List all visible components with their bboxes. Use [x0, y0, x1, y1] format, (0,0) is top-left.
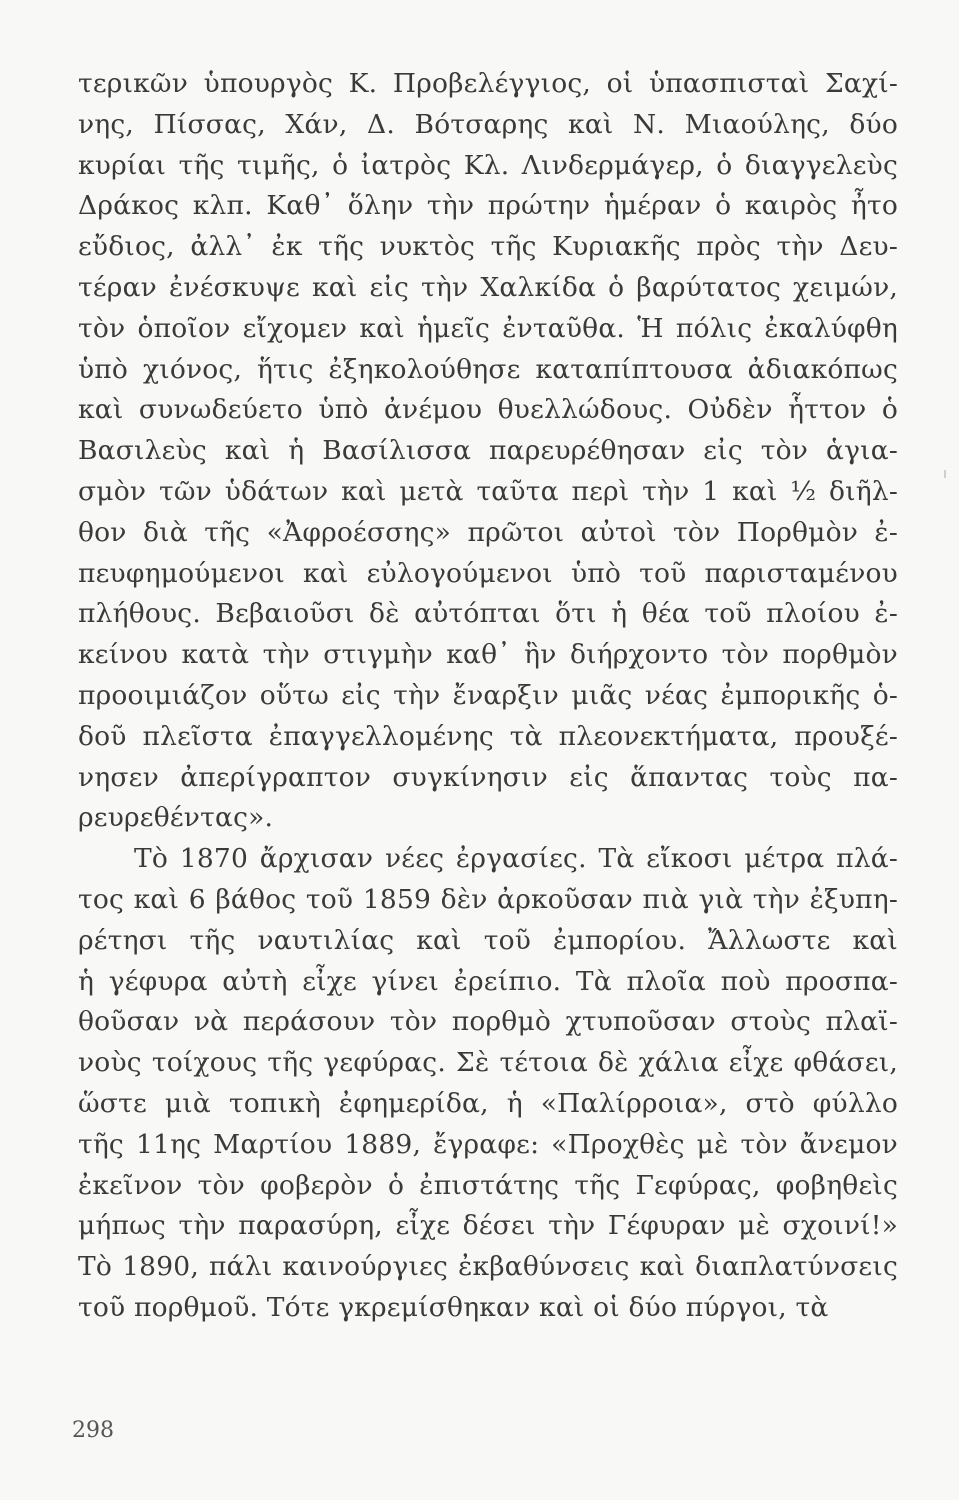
text-line: τερικῶν ὑπουργὸς Κ. Προβελέγγιος, οἱ ὑπασπισταὶ Σαχί- — [78, 68, 898, 99]
text-line: Τὸ 1890, πάλι καινούργιες ἐκβαθύνσεις καὶ διαπλατύνσεις — [78, 1251, 898, 1283]
text-line: ρευρεθέντας». — [78, 802, 274, 834]
text-line: ὑπὸ χιόνος, ἥτις ἐξηκολούθησε καταπίπτουσα ἀδιακόπως — [78, 353, 898, 385]
text-line: πλήθους. Βεβαιοῦσι δὲ αὐτόπται ὅτι ἡ θέα τοῦ πλοίου ἐ- — [78, 598, 898, 630]
text-line: Δράκος κλπ. Καθ᾽ ὅλην τὴν πρώτην ἡμέραν ὁ καιρὸς ἦτο — [78, 190, 898, 222]
text-line: τοῦ πορθμοῦ. Τότε γκρεμίσθηκαν καὶ οἱ δύο πύργοι, τὰ — [78, 1291, 829, 1323]
text-line: θοῦσαν νὰ περάσουν τὸν πορθμὸ χτυποῦσαν στοὺς πλαϊ- — [78, 1006, 898, 1038]
text-line: τέραν ἐνέσκυψε καὶ εἰς τὴν Χαλκίδα ὁ βαρύτατος χειμών, — [78, 271, 898, 303]
text-line: δοῦ πλεῖστα ἐπαγγελλομένης τὰ πλεονεκτήματα, προυξέ- — [78, 720, 898, 752]
text-line: καὶ συνωδεύετο ὑπὸ ἀνέμου θυελλώδους. Οὐδὲν ἧττον ὁ — [78, 394, 898, 426]
text-line: νησεν ἀπερίγραπτον συγκίνησιν εἰς ἅπαντας τοὺς πα- — [78, 761, 898, 793]
margin-mark — [944, 470, 946, 478]
text-line: κυρίαι τῆς τιμῆς, ὁ ἰατρὸς Κλ. Λινδερμάγερ, ὁ διαγγελεὺς — [78, 149, 898, 181]
text-line: νοὺς τοίχους τῆς γεφύρας. Σὲ τέτοια δὲ χάλια εἶχε φθάσει, — [78, 1047, 898, 1079]
text-line: εὔδιος, ἀλλ᾽ ἐκ τῆς νυκτὸς τῆς Κυριακῆς πρὸς τὴν Δευ- — [78, 231, 898, 263]
text-line: ἐκεῖνον τὸν φοβερὸν ὁ ἐπιστάτης τῆς Γεφύρας, φοβηθεὶς — [78, 1169, 898, 1201]
text-line: τος καὶ 6 βάθος τοῦ 1859 δὲν ἀρκοῦσαν πιὰ γιὰ τὴν ἐξυπη- — [78, 883, 898, 915]
text-line: τῆς 11ης Μαρτίου 1889, ἔγραφε: «Προχθὲς μὲ τὸν ἄνεμον — [78, 1128, 898, 1160]
text-line-paragraph-start: Τὸ 1870 ἄρχισαν νέες ἐργασίες. Τὰ εἴκοσι μέτρα πλά- — [134, 843, 898, 875]
text-line: τὸν ὁποῖον εἴχομεν καὶ ἡμεῖς ἐνταῦθα. Ἡ πόλις ἐκαλύφθη — [78, 312, 898, 344]
text-line: μήπως τὴν παρασύρη, εἶχε δέσει τὴν Γέφυραν μὲ σχοινί!» — [78, 1210, 898, 1242]
text-line: ἡ γέφυρα αὐτὴ εἶχε γίνει ἐρείπιο. Τὰ πλοῖα ποὺ προσπα- — [78, 965, 898, 997]
text-line: σμὸν τῶν ὑδάτων καὶ μετὰ ταῦτα περὶ τὴν 1 καὶ ½ διῆλ- — [78, 475, 898, 507]
text-line: νης, Πίσσας, Χάν, Δ. Βότσαρης καὶ Ν. Μιαούλης, δύο — [78, 108, 898, 140]
text-line: προοιμιάζον οὕτω εἰς τὴν ἔναρξιν μιᾶς νέας ἐμπορικῆς ὁ- — [78, 679, 898, 711]
text-line: θον διὰ τῆς «Ἀφροέσσης» πρῶτοι αὐτοὶ τὸν Πορθμὸν ἐ- — [78, 516, 898, 548]
text-line: πευφημούμενοι καὶ εὐλογούμενοι ὑπὸ τοῦ παρισταμένου — [78, 557, 898, 589]
text-line: Βασιλεὺς καὶ ἡ Βασίλισσα παρευρέθησαν εἰς τὸν ἁγια- — [78, 435, 898, 467]
body-text — [78, 64, 898, 1329]
text-line: κείνου κατὰ τὴν στιγμὴν καθ᾽ ἣν διήρχοντο τὸν πορθμὸν — [78, 639, 898, 671]
page-number: 298 — [72, 1418, 114, 1443]
text-line: ρέτησι τῆς ναυτιλίας καὶ τοῦ ἐμπορίου. Ἄλλωστε καὶ — [78, 924, 898, 956]
text-line: ὥστε μιὰ τοπικὴ ἐφημερίδα, ἡ «Παλίρροια», στὸ φύλλο — [78, 1087, 898, 1119]
